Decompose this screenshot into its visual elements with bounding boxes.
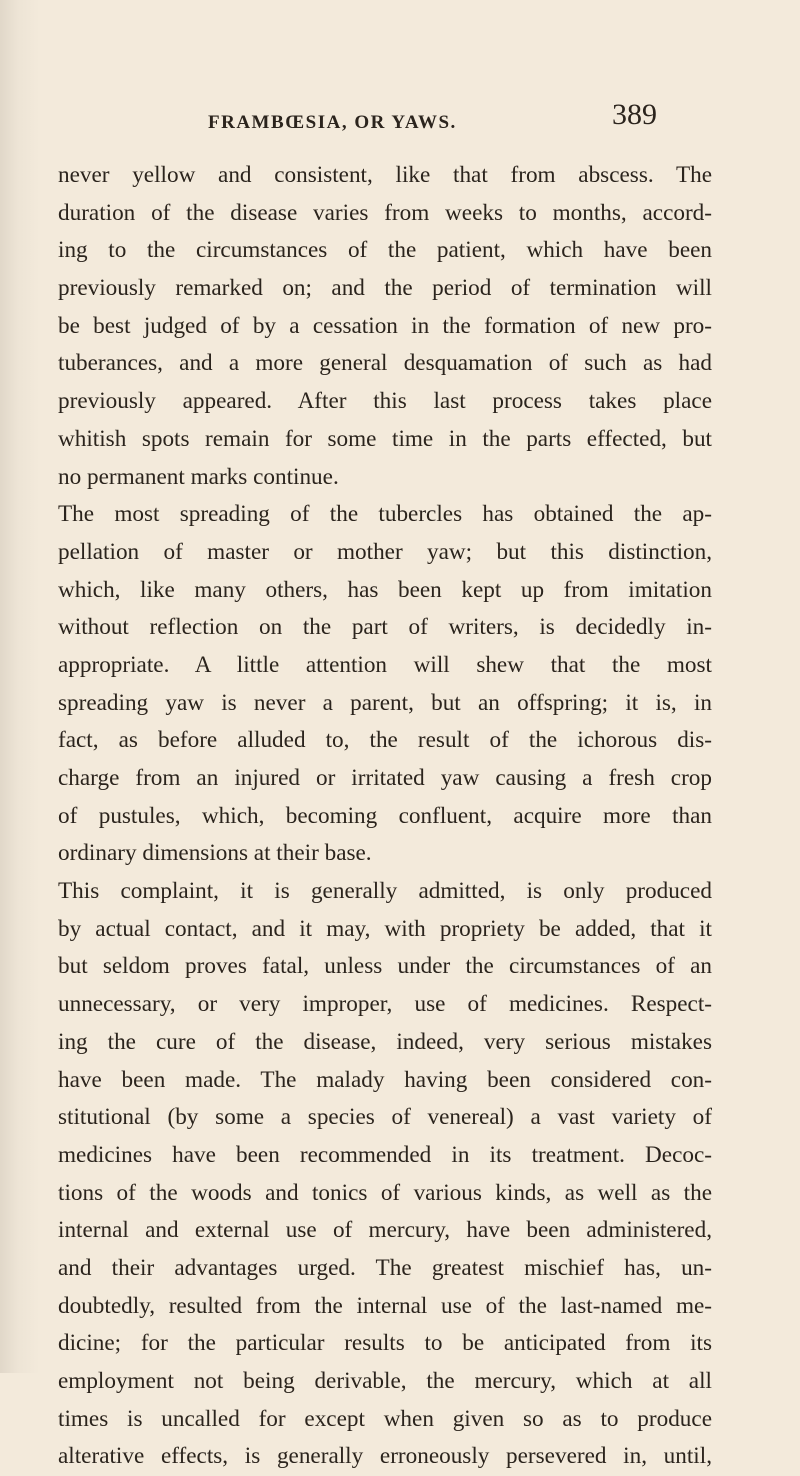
text-line: doubtedly, resulted from the internal use of the last-named me-: [58, 1292, 712, 1319]
text-line: by actual contact, and it may, with propriety be added, that it: [58, 915, 712, 942]
text-line: ing the cure of the disease, indeed, very serious mistakes: [58, 1028, 712, 1055]
text-line: and their advantages urged. The greatest mischief has, un-: [58, 1254, 712, 1281]
text-line: never yellow and consistent, like that from abscess. The: [58, 162, 712, 188]
text-line: pellation of master or mother yaw; but this distinction,: [58, 538, 712, 565]
text-line: charge from an injured or irritated yaw causing a fresh crop: [58, 765, 712, 791]
text-line: no permanent marks continue.: [58, 463, 339, 490]
text-line: stitutional (by some a species of venereal) a vast variety of: [58, 1104, 712, 1131]
running-title: FRAMBŒSIA, OR YAWS.: [208, 112, 457, 133]
text-line: tuberances, and a more general desquamation of such as had: [58, 350, 712, 377]
text-line: which, like many others, has been kept up from imitation: [58, 576, 712, 603]
text-line: employment not being derivable, the mercury, which at all: [58, 1368, 712, 1394]
text-line: internal and external use of mercury, have been administered,: [58, 1217, 712, 1244]
text-line: duration of the disease varies from weeks to months, accord-: [58, 199, 712, 226]
body-text: [58, 157, 712, 1476]
text-line: dicine; for the particular results to be anticipated from its: [58, 1330, 712, 1357]
text-line: spreading yaw is never a parent, but an offspring; it is, in: [58, 689, 712, 716]
text-line: without reflection on the part of writers, is decidedly in-: [58, 614, 712, 641]
text-line: medicines have been recommended in its treatment. Decoc-: [58, 1141, 712, 1168]
text-line: unnecessary, or very improper, use of medicines. Respect-: [58, 991, 712, 1018]
text-line: previously appeared. After this last process takes place: [58, 388, 712, 415]
text-line: alterative effects, is generally erroneously persevered in, until,: [58, 1443, 712, 1470]
text-line: tions of the woods and tonics of various kinds, as well as the: [58, 1179, 712, 1206]
text-line: previously remarked on; and the period of termination will: [58, 275, 712, 302]
text-line: fact, as before alluded to, the result of the ichorous dis-: [58, 727, 712, 754]
text-line: of pustules, which, becoming confluent, acquire more than: [58, 802, 712, 829]
text-line: The most spreading of the tubercles has obtained the ap-: [58, 501, 712, 528]
text-line: but seldom proves fatal, unless under the circumstances of an: [58, 953, 712, 980]
text-line: be best judged of by a cessation in the formation of new pro-: [58, 312, 712, 339]
text-line: This complaint, it is generally admitted, is only produced: [58, 878, 712, 905]
text-line: appropriate. A little attention will shew that the most: [58, 651, 712, 678]
text-line: whitish spots remain for some time in the parts effected, but: [58, 425, 712, 452]
text-line: ordinary dimensions at their base.: [58, 840, 372, 867]
text-line: times is uncalled for except when given so as to produce: [58, 1405, 712, 1432]
running-head: [0, 98, 800, 138]
text-line: have been made. The malady having been considered con-: [58, 1066, 712, 1093]
page-number: 389: [612, 98, 657, 131]
text-line: ing to the circumstances of the patient, which have been: [58, 237, 712, 264]
